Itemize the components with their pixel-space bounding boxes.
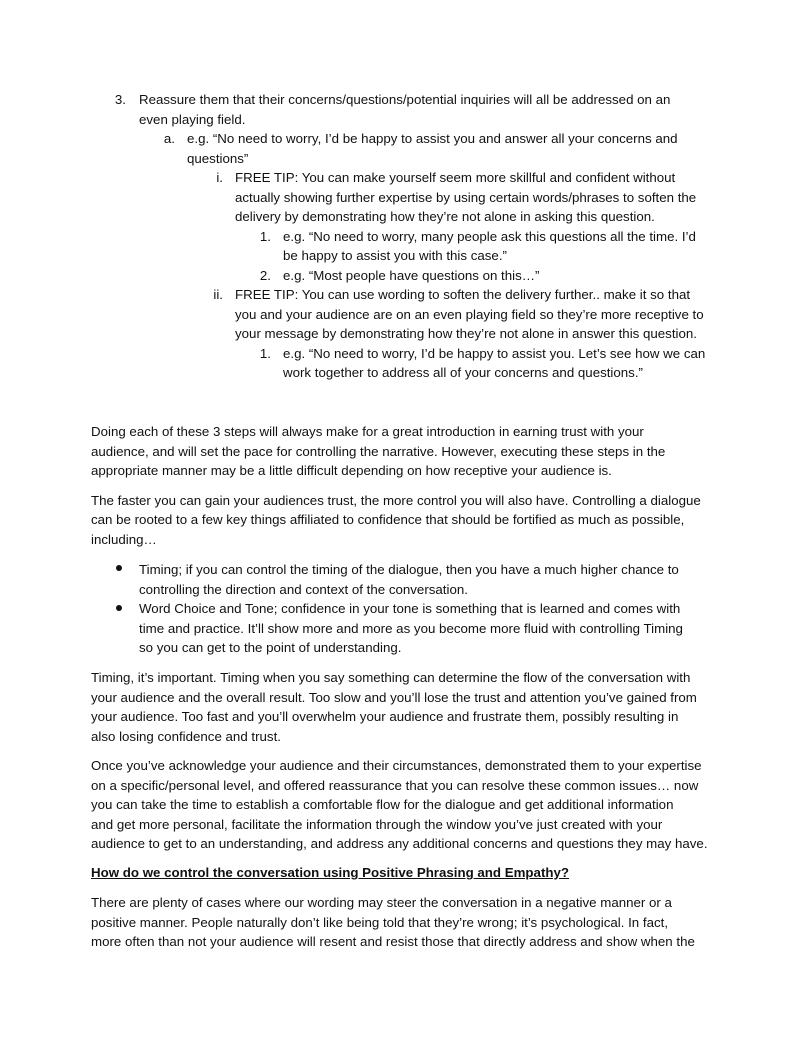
paragraph-line: also losing confidence and trust. bbox=[91, 728, 281, 744]
paragraph-line: you can take the time to establish a comfortable flow for the dialogue and get additional information bbox=[91, 797, 674, 812]
bullet-dot bbox=[116, 565, 122, 571]
example-text: e.g. “No need to worry, many people ask this questions all the time. I’d bbox=[283, 228, 696, 244]
bullet-text: controlling the direction and context of the conversation. bbox=[139, 581, 468, 597]
paragraph-line: on a specific/personal level, and offered reassurance that you can resolve these common issues… now bbox=[91, 777, 699, 793]
tip-text: your message by demonstrating how they’re not alone in answer this question. bbox=[235, 326, 697, 341]
paragraph-line: Once you’ve acknowledge your audience and their circumstances, demonstrated them to your expertise bbox=[91, 758, 702, 773]
paragraph-line: audience to get to an understanding, and address any additional concerns and questions they may have. bbox=[91, 836, 708, 851]
paragraph-line: your audience. Too fast and you’ll overwhelm your audience and frustrate them, possibly resulting in bbox=[91, 709, 679, 724]
list-item-text: e.g. “No need to worry, I’d be happy to assist you and answer all your concerns and bbox=[187, 131, 678, 146]
list-item-text: Reassure them that their concerns/questions/potential inquiries will all be addressed on an bbox=[139, 92, 671, 107]
paragraph-line: appropriate manner may be a little difficult depending on how receptive your audience is. bbox=[91, 463, 612, 478]
section-heading: How do we control the conversation using Positive Phrasing and Empathy? bbox=[91, 865, 570, 880]
paragraph-line: The faster you can gain your audiences trust, the more control you will also have. Controlling a dialogue bbox=[91, 492, 701, 508]
paragraph-line: more often than not your audience will resent and resist those that directly address and show when the bbox=[91, 934, 695, 949]
tip-text: FREE TIP: You can use wording to soften the delivery further.. make it so that bbox=[235, 287, 691, 302]
list-marker: 1. bbox=[259, 228, 271, 244]
example-text: e.g. “Most people have questions on this…” bbox=[283, 267, 540, 283]
paragraph-line: your audience and the overall result. Too slow and you’ll lose the trust and attention you’ve gained from bbox=[91, 689, 697, 705]
example-text: be happy to assist you with this case.” bbox=[283, 248, 507, 263]
example-text: e.g. “No need to worry, I’d be happy to assist you. Let’s see how we can bbox=[283, 345, 706, 361]
list-item-text: even playing field. bbox=[139, 111, 246, 127]
paragraph-line: including… bbox=[91, 531, 157, 547]
list-marker: i. bbox=[216, 170, 223, 185]
tip-text: actually showing further expertise by using certain words/phrases to soften the bbox=[235, 189, 697, 205]
bullet-text: Word Choice and Tone; confidence in your tone is something that is learned and comes with bbox=[139, 601, 681, 616]
list-marker: ii. bbox=[213, 287, 223, 302]
list-marker: 1. bbox=[259, 345, 271, 361]
tip-text: FREE TIP: You can make yourself seem more skillful and confident without bbox=[235, 170, 676, 185]
list-marker: 3. bbox=[114, 92, 126, 107]
paragraph-line: and get more personal, facilitate the information through the window you’ve just created with your bbox=[91, 816, 663, 832]
bullet-text: time and practice. It’ll show more and more as you become more fluid with controlling Timing bbox=[139, 620, 683, 636]
paragraph-line: There are plenty of cases where our wording may steer the conversation in a negative manner or a bbox=[91, 895, 672, 910]
bullet-dot bbox=[116, 605, 122, 611]
paragraph-line: Timing, it’s important. Timing when you say something can determine the flow of the conversation with bbox=[91, 670, 691, 685]
paragraph-line: Doing each of these 3 steps will always make for a great introduction in earning trust with your bbox=[91, 424, 644, 439]
example-text: work together to address all of your concerns and questions.” bbox=[283, 365, 643, 380]
paragraph-line: audience, and will set the pace for controlling the narrative. However, executing these steps in the bbox=[91, 443, 666, 459]
list-marker: 2. bbox=[259, 267, 271, 283]
tip-text: you and your audience are on an even playing field so they’re more receptive to bbox=[235, 306, 704, 322]
list-item-text: questions” bbox=[187, 150, 249, 166]
paragraph-line: can be rooted to a few key things affiliated to confidence that should be fortified as much as possible, bbox=[91, 512, 685, 527]
bullet-text: so you can get to the point of understanding. bbox=[139, 640, 402, 655]
list-marker: a. bbox=[163, 131, 175, 146]
paragraph-line: positive manner. People naturally don’t like being told that they’re wrong; it’s psychological. In fact, bbox=[91, 914, 669, 930]
tip-text: delivery by demonstrating how they’re not alone in asking this question. bbox=[235, 209, 655, 224]
bullet-text: Timing; if you can control the timing of the dialogue, then you have a much higher chance to bbox=[139, 562, 679, 577]
